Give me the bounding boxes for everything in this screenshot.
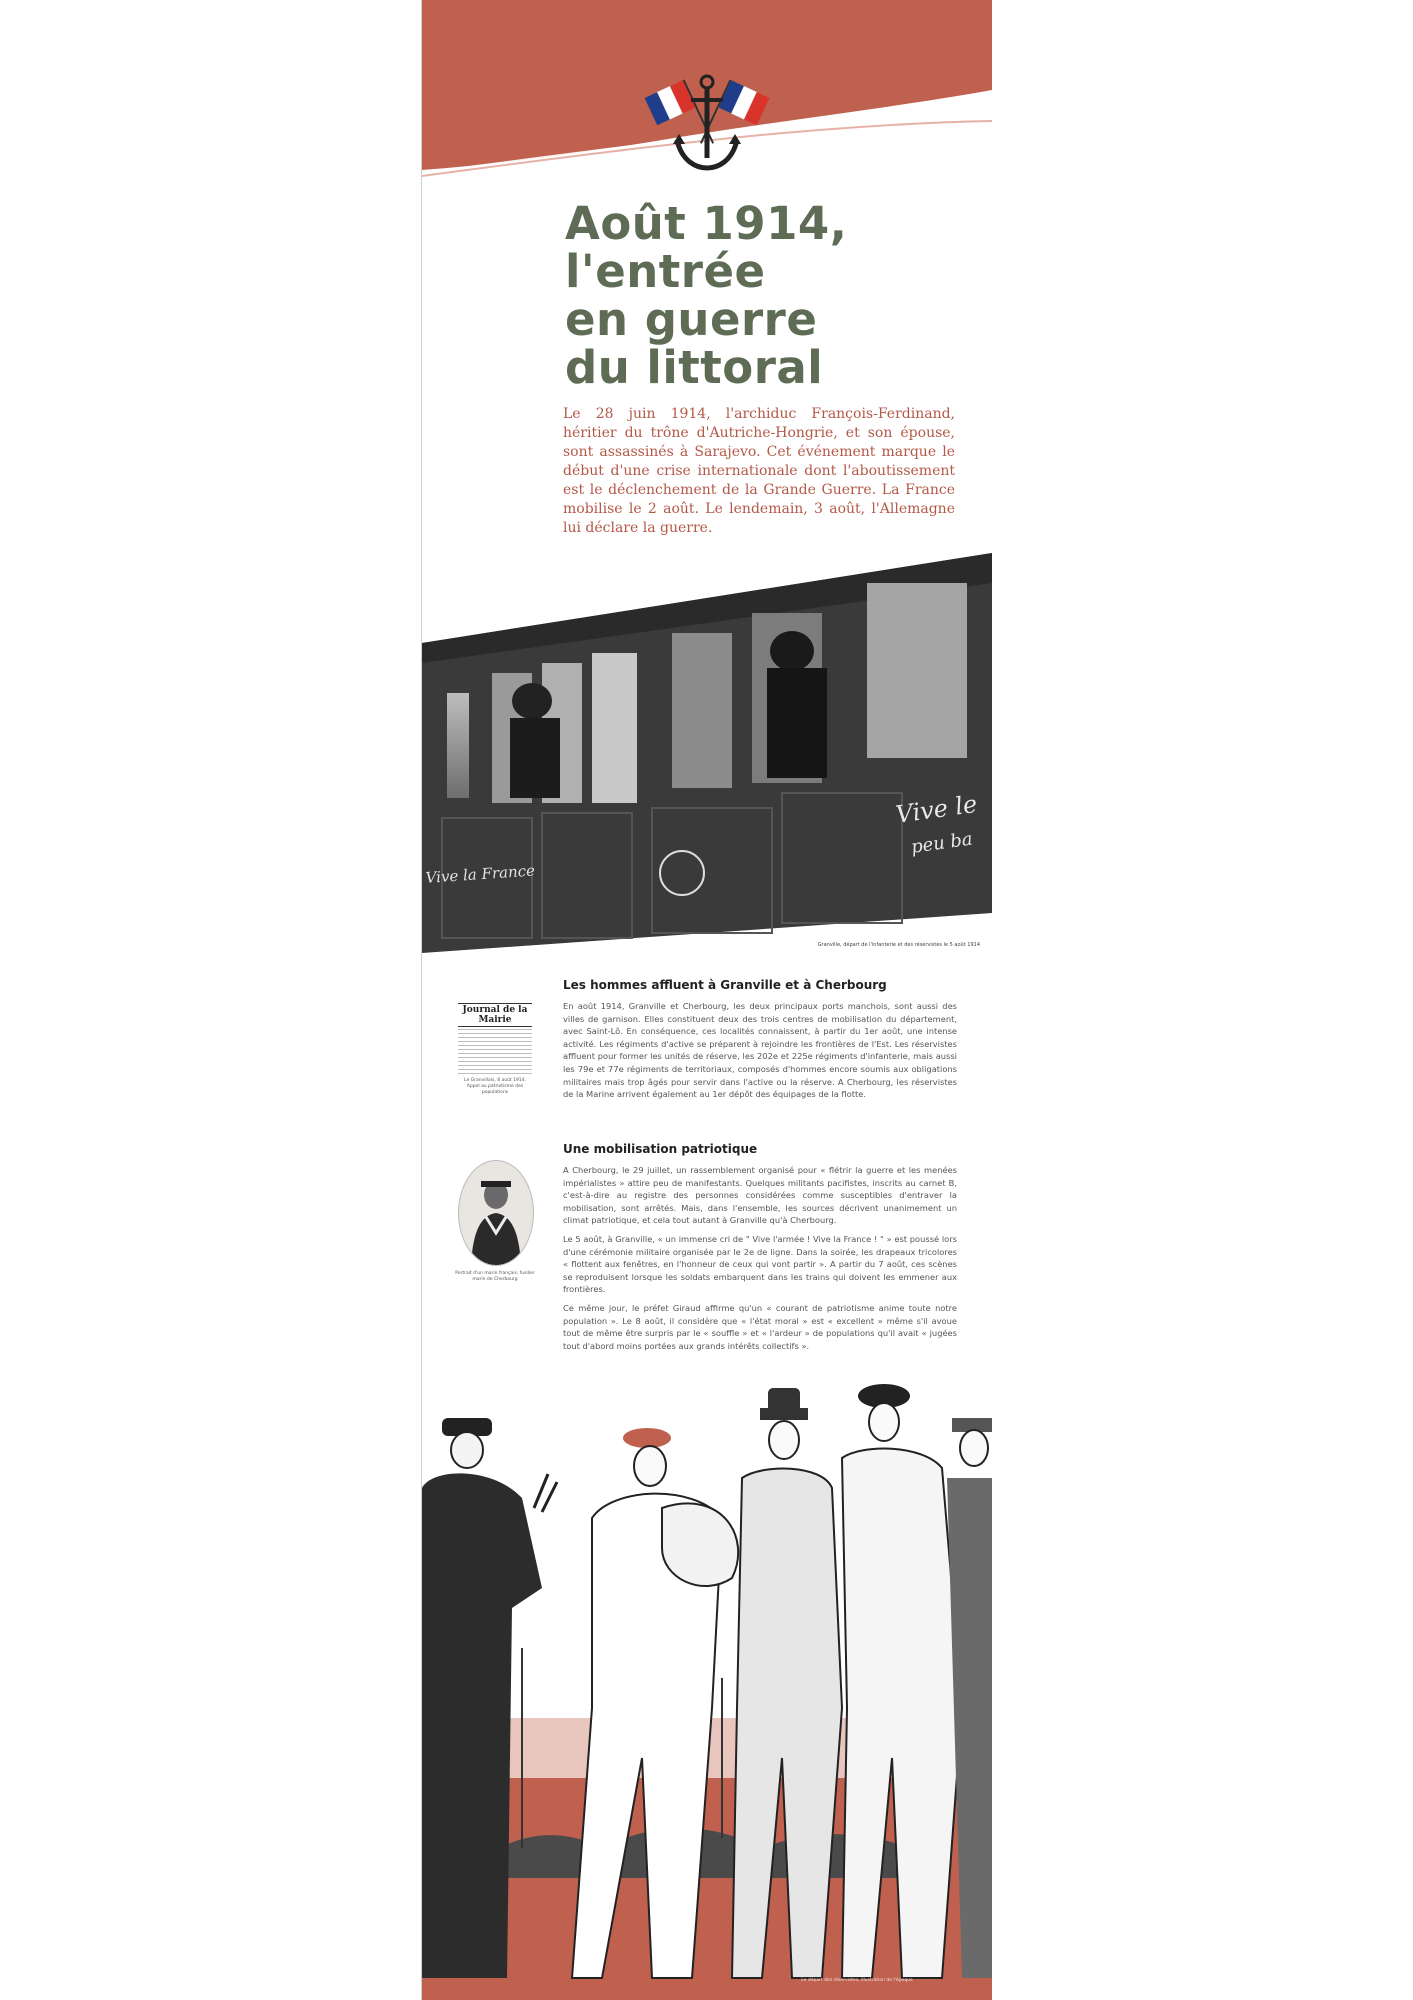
sailor-portrait [458,1160,534,1266]
newspaper-thumbnail [458,1003,532,1096]
newspaper-text-lines [458,1029,532,1075]
section-paragraph: Ce même jour, le préfet Giraud affirme qu'un « courant de patriotisme anime toute notre population ». Le 8 août, il considère que « l'état moral » est « excellent » même s'il avoue tout de même être surpris par le « souffle » et « l'ardeur » de populations qu'il avait « jugées tout d'abord moins portées aux grands intérêts collectifs ». [563,1302,957,1351]
portrait-caption: Portrait d'un marin français, fusilier marin de Cherbourg [455,1271,535,1282]
photo-caption: Granville, départ de l'infanterie et des réservistes le 5 août 1914 [817,942,980,948]
newspaper-caption: Le Granvillais, 8 août 1914. Appel au patriotisme des populations [464,1078,526,1095]
graffiti-text-3: Vive la France [425,861,536,887]
title-line-4: du littoral [565,341,824,394]
section-men-arrive [563,978,957,1107]
section-heading: Une mobilisation patriotique [563,1142,758,1156]
section-heading: Les hommes affluent à Granville et à Cherbourg [563,978,887,992]
illustration-caption: Le départ des réservistes, illustration de l'époque [801,1978,913,1983]
title-line-3: en guerre [565,293,818,346]
exhibit-panel [421,0,992,2000]
section-body: En août 1914, Granville et Cherbourg, les deux principaux ports manchois, sont aussi des villes de garnison. Elles constituent deux des trois centres de mobilisation du département, avec Saint-Lô. En conséquence, ces localités connaissent, à partir du 1er août, une intense activité. Les régiments d'active se préparent à rejoindre les frontières de l'Est. Les réservistes affluent pour former les unités de réserve, les 202e et 225e régiments d'infanterie, mais aussi les 79e et 77e régiments de territoriaux, composés d'hommes encore soumis aux obligations militaires mais trop âgés pour servir dans l'active ou la réserve. A Cherbourg, les réservistes de la Marine arrivent également au 1er dépôt des équipages de la flotte. [563,1001,957,1100]
graffiti-text-1: Vive le [893,789,979,829]
title-line-2: l'entrée [565,245,766,298]
anchor-flags-emblem-icon [637,58,777,178]
page-title [565,197,945,394]
intro-paragraph: Le 28 juin 1914, l'archiduc François-Ferdinand, héritier du trône d'Autriche-Hongrie, et son épouse, sont assassinés à Sarajevo. Cet événement marque le début d'une crise internationale dont l'aboutissement est le déclenchement de la Grande Guerre. La France mobilise le 2 août. Le lendemain, 3 août, l'Allemagne lui déclare la guerre. [563,406,955,536]
section-paragraph: Le 5 août, à Granville, « un immense cri de " Vive l'armée ! Vive la France ! " » est poussé lors d'une cérémonie militaire organisée par le 2e de ligne. Dans la soirée, les drapeaux tricolores « flottent aux fenêtres, en l'honneur de ceux qui vont partir ». A partir du 7 août, ces scènes se reproduisent lorsque les soldats embarquent dans les trains qui doivent les emmener aux frontières. [563,1233,957,1295]
title-line-1: Août 1914, [565,197,848,250]
graffiti-text-2: peu ba [909,828,974,858]
newspaper-masthead: Journal de la Mairie [458,1003,532,1027]
train-photo [422,553,992,953]
reservists-illustration [422,1378,992,2000]
section-paragraph: A Cherbourg, le 29 juillet, un rassemblement organisé pour « flétrir la guerre et les menées impérialistes » attire peu de manifestants. Quelques militants pacifistes, inscrits au carnet B, c'est-à-dire au registre des personnes considérées comme susceptibles d'entraver la mobilisation, sont arrêtés. Mais, dans l'ensemble, les sources décrivent unanimement un climat patriotique, et cela tout autant à Granville qu'à Cherbourg. [563,1165,957,1226]
section-patriotic-mobilisation [563,1142,957,1358]
